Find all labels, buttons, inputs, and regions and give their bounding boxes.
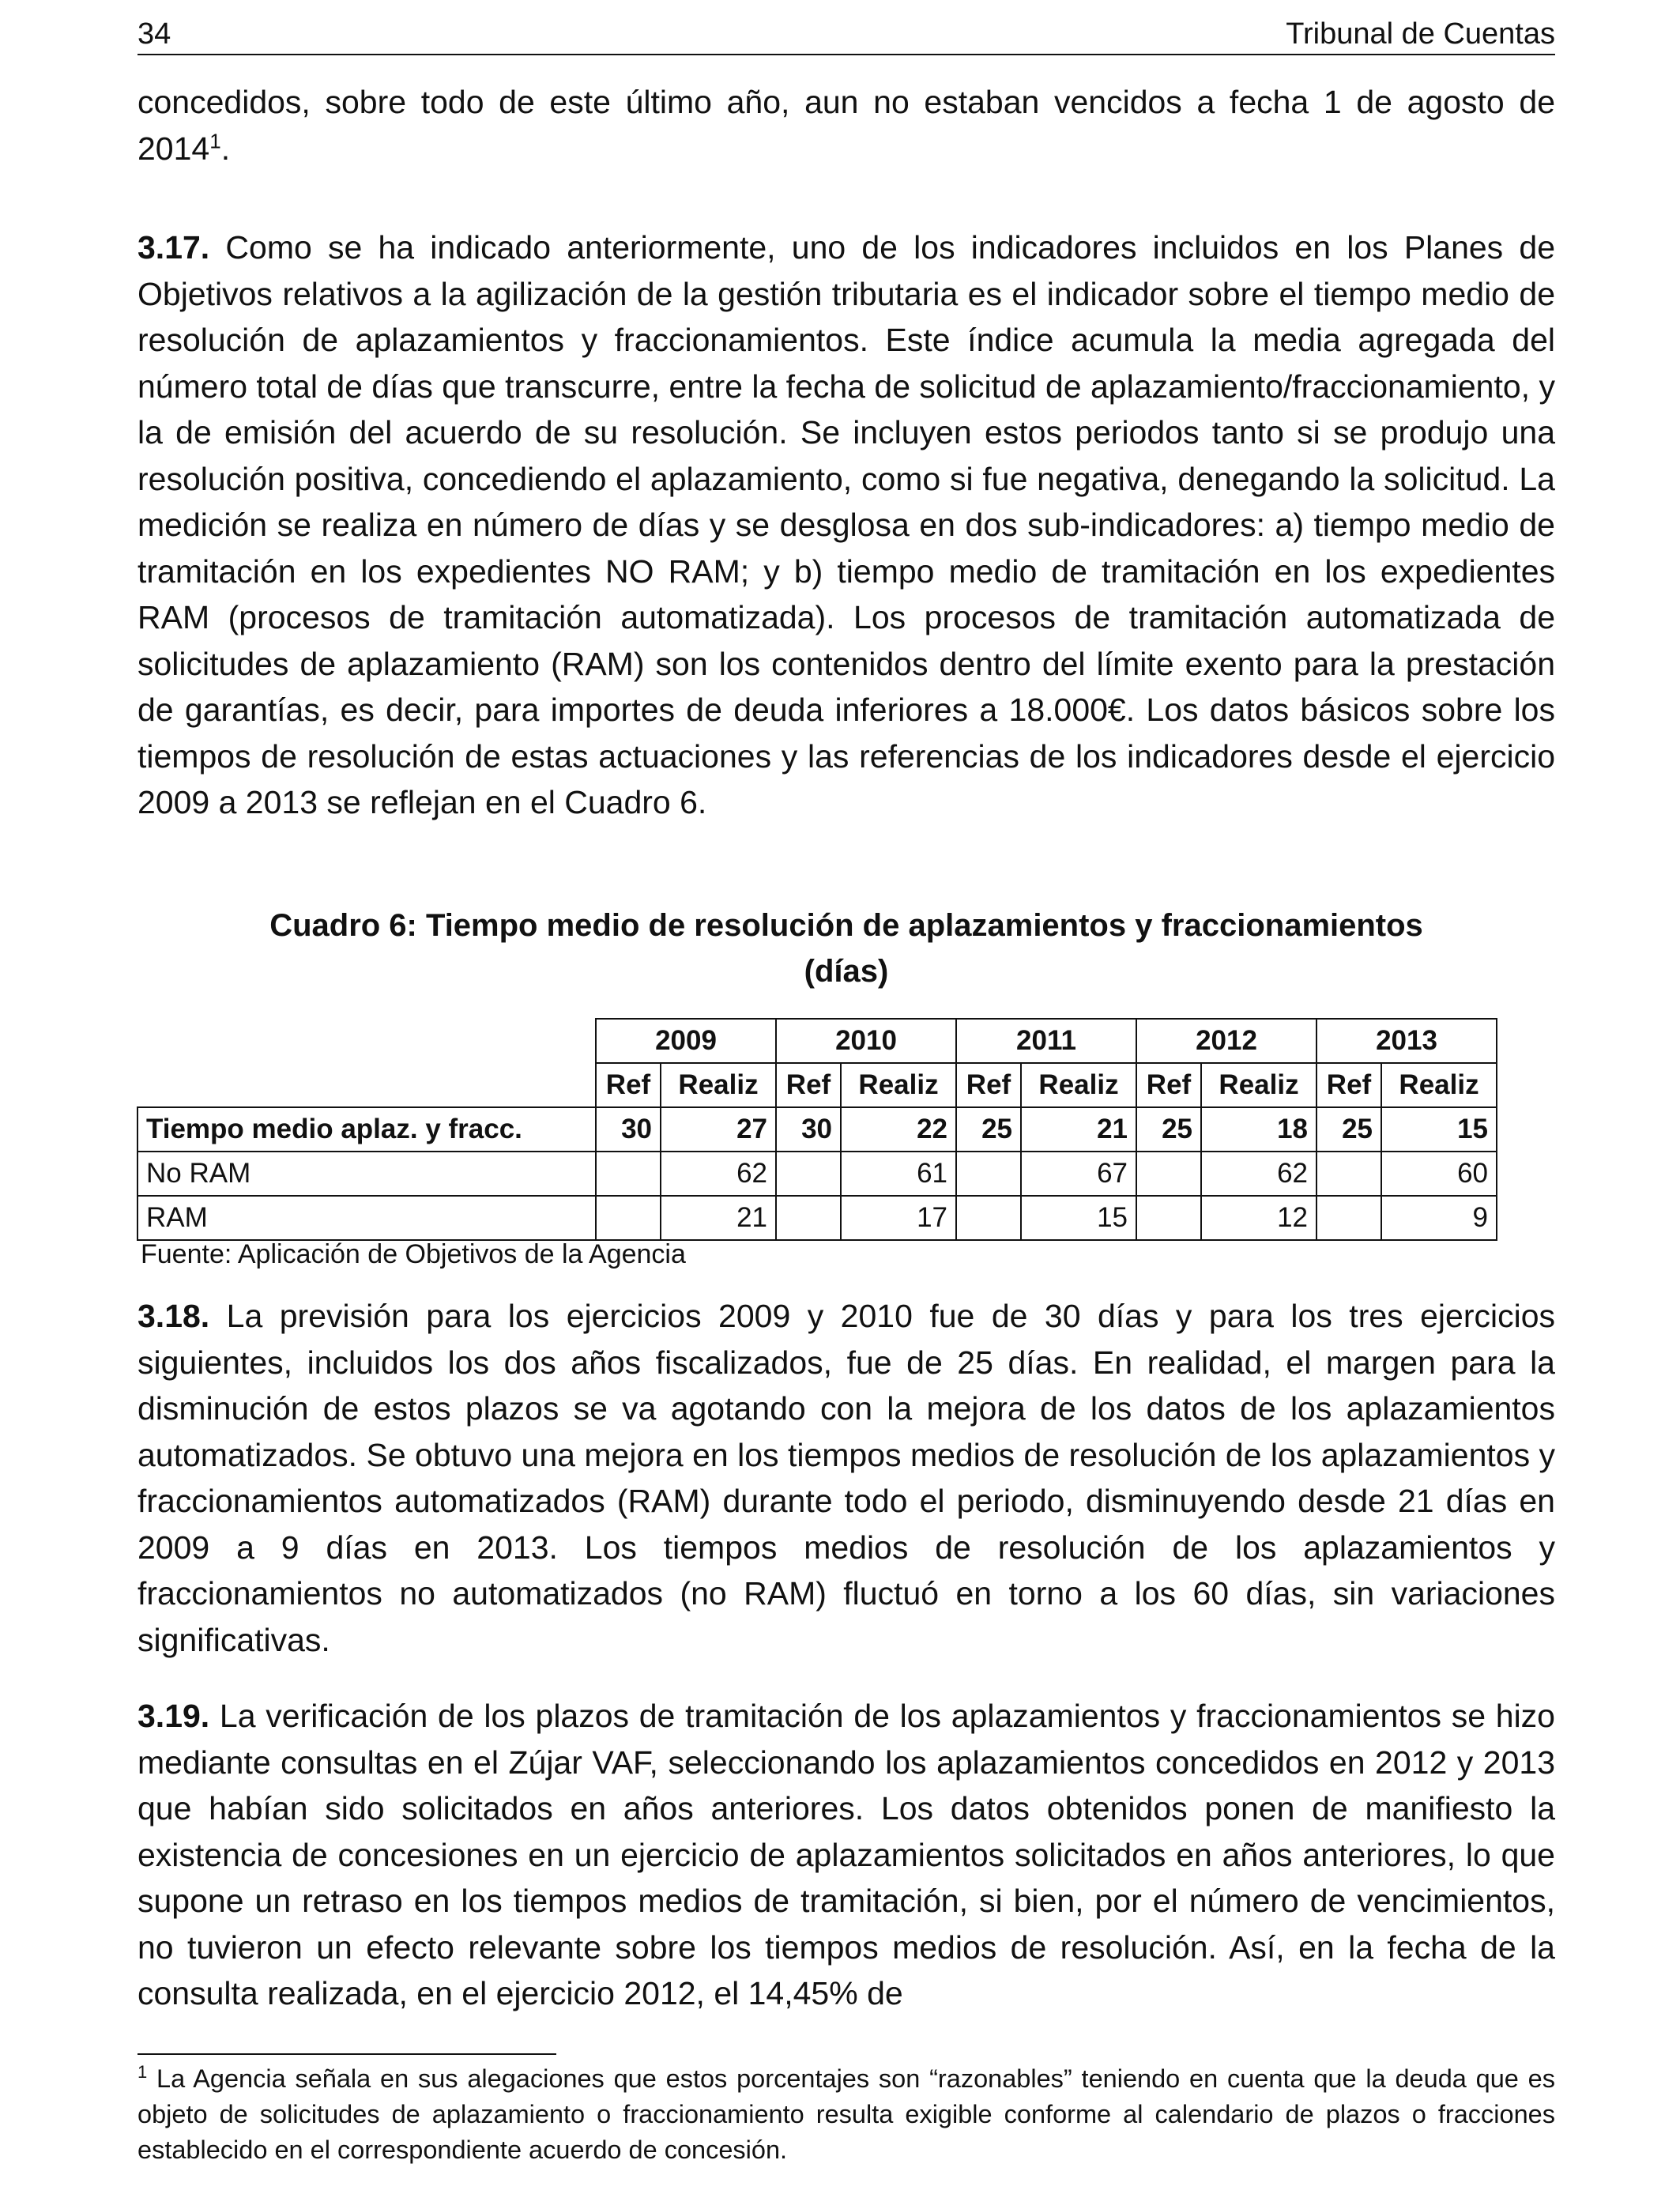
cuadro-6-table bbox=[137, 1018, 1497, 1241]
paragraph-3-19 bbox=[137, 1693, 1555, 2017]
footnote-text: La Agencia señala en sus alegaciones que estos porcentajes son “razonables” teniendo en cuenta que la deuda que es objeto de solicitudes de aplazamiento o fraccionamiento resulta exigible conforme al calendario de plazos o fracciones establecido en el correspondiente acuerdo de concesión. bbox=[137, 2064, 1555, 2164]
table-cell bbox=[956, 1152, 1021, 1196]
table-cell: 22 bbox=[841, 1107, 956, 1152]
table-cell: 21 bbox=[1021, 1107, 1136, 1152]
table-cell: 12 bbox=[1201, 1196, 1317, 1240]
table-cell bbox=[1136, 1152, 1201, 1196]
table-cell bbox=[1317, 1196, 1381, 1240]
table-cell bbox=[1136, 1196, 1201, 1240]
footnote-separator bbox=[137, 2053, 556, 2055]
paragraph-3-17 bbox=[137, 224, 1555, 826]
table-cell: 25 bbox=[956, 1107, 1021, 1152]
realiz-header: Realiz bbox=[1201, 1063, 1317, 1107]
year-header: 2012 bbox=[1136, 1019, 1317, 1063]
table-cell bbox=[596, 1196, 661, 1240]
intro-text: concedidos, sobre todo de este último año, aun no estaban vencidos a fecha 1 de agosto de 2014 bbox=[137, 84, 1555, 167]
paragraph-3-18 bbox=[137, 1293, 1555, 1663]
table-cell: 15 bbox=[1381, 1107, 1497, 1152]
page-number: 34 bbox=[137, 17, 171, 51]
realiz-header: Realiz bbox=[1381, 1063, 1497, 1107]
table-cell: 60 bbox=[1381, 1152, 1497, 1196]
table-caption bbox=[137, 903, 1555, 994]
ref-header: Ref bbox=[1136, 1063, 1201, 1107]
table-row bbox=[137, 1152, 1497, 1196]
year-header-row bbox=[137, 1019, 1497, 1063]
caption-line-1: Cuadro 6: Tiempo medio de resolución de aplazamientos y fraccionamientos bbox=[269, 908, 1423, 943]
paragraph-number: 3.17. bbox=[137, 229, 210, 266]
table-cell: 62 bbox=[1201, 1152, 1317, 1196]
table-cell: 15 bbox=[1021, 1196, 1136, 1240]
year-header: 2011 bbox=[956, 1019, 1136, 1063]
table-row bbox=[137, 1196, 1497, 1240]
intro-paragraph bbox=[137, 79, 1555, 172]
corner-cell bbox=[137, 1019, 596, 1063]
table-cell: 18 bbox=[1201, 1107, 1317, 1152]
table-cell: 25 bbox=[1317, 1107, 1381, 1152]
year-header: 2013 bbox=[1317, 1019, 1497, 1063]
table-cell: 25 bbox=[1136, 1107, 1201, 1152]
realiz-header: Realiz bbox=[661, 1063, 776, 1107]
footnote-ref: 1 bbox=[209, 128, 221, 153]
table-cell: 62 bbox=[661, 1152, 776, 1196]
paragraph-number: 3.18. bbox=[137, 1298, 210, 1334]
paragraph-text: La verificación de los plazos de tramitación de los aplazamientos y fraccionamientos se hizo mediante consultas en el Zújar VAF, seleccionando los aplazamientos concedidos en 2012 y 2013 que habían sido solicitados en años anteriores. Los datos obtenidos ponen de manifiesto la existencia de concesiones en un ejercicio de aplazamientos solicitados en años anteriores, lo que supone un retraso en los tiempos medios de tramitación, si bien, por el número de vencimientos, no tuvieron un efecto relevante sobre los tiempos medios de resolución. Así, en la fecha de la consulta realizada, en el ejercicio 2012, el 14,45% de bbox=[137, 1698, 1555, 2011]
corner-cell bbox=[137, 1063, 596, 1107]
caption-line-2: (días) bbox=[804, 954, 889, 989]
table-cell bbox=[596, 1152, 661, 1196]
table-cell bbox=[776, 1196, 841, 1240]
paragraph-text: Como se ha indicado anteriormente, uno de los indicadores incluidos en los Planes de Objetivos relativos a la agilización de la gestión tributaria es el indicador sobre el tiempo medio de resolución de aplazamientos y fraccionamientos. Este índice acumula la media agregada del número total de días que transcurre, entre la fecha de solicitud de aplazamiento/fraccionamiento, y la de emisión del acuerdo de su resolución. Se incluyen estos periodos tanto si se produjo una resolución positiva, concediendo el aplazamiento, como si fue negativa, denegando la solicitud. La medición se realiza en número de días y se desglosa en dos sub-indicadores: a) tiempo medio de tramitación en los expedientes NO RAM; y b) tiempo medio de tramitación en los expedientes RAM (procesos de tramitación automatizada). Los procesos de tramitación automatizada de solicitudes de aplazamiento (RAM) son los contenidos dentro del límite exento para la prestación de garantías, es decir, para importes de deuda inferiores a 18.000€. Los datos básicos sobre los tiempos de resolución de estas actuaciones y las referencias de los indicadores desde el ejercicio 2009 a 2013 se reflejan en el Cuadro 6. bbox=[137, 229, 1555, 820]
table-cell: 17 bbox=[841, 1196, 956, 1240]
table-cell: 27 bbox=[661, 1107, 776, 1152]
publication-name: Tribunal de Cuentas bbox=[1286, 17, 1555, 51]
ref-header: Ref bbox=[776, 1063, 841, 1107]
intro-end: . bbox=[220, 130, 231, 167]
row-label: Tiempo medio aplaz. y fracc. bbox=[137, 1107, 596, 1152]
table-cell: 21 bbox=[661, 1196, 776, 1240]
paragraph-text: La previsión para los ejercicios 2009 y 2010 fue de 30 días y para los tres ejercicios siguientes, incluidos los dos años fiscalizados, fue de 25 días. En realidad, el margen para la disminución de estos plazos se va agotando con la mejora de los datos de los aplazamientos automatizados. Se obtuvo una mejora en los tiempos medios de resolución de los aplazamientos y fraccionamientos automatizados (RAM) durante todo el periodo, disminuyendo desde 21 días en 2009 a 9 días en 2013. Los tiempos medios de resolución de los aplazamientos y fraccionamientos no automatizados (no RAM) fluctuó en torno a los 60 días, sin variaciones significativas. bbox=[137, 1298, 1555, 1658]
table-cell: 67 bbox=[1021, 1152, 1136, 1196]
subheader-row bbox=[137, 1063, 1497, 1107]
table-cell: 61 bbox=[841, 1152, 956, 1196]
table-source: Fuente: Aplicación de Objetivos de la Agencia bbox=[141, 1239, 686, 1269]
row-label: RAM bbox=[137, 1196, 596, 1240]
ref-header: Ref bbox=[596, 1063, 661, 1107]
table-cell bbox=[956, 1196, 1021, 1240]
footnote-marker: 1 bbox=[137, 2062, 148, 2083]
table-cell: 30 bbox=[596, 1107, 661, 1152]
realiz-header: Realiz bbox=[1021, 1063, 1136, 1107]
table-cell bbox=[776, 1152, 841, 1196]
table-cell bbox=[1317, 1152, 1381, 1196]
footnote bbox=[137, 2061, 1555, 2168]
row-label: No RAM bbox=[137, 1152, 596, 1196]
year-header: 2009 bbox=[596, 1019, 776, 1063]
table-cell: 30 bbox=[776, 1107, 841, 1152]
table-row bbox=[137, 1107, 1497, 1152]
year-header: 2010 bbox=[776, 1019, 956, 1063]
ref-header: Ref bbox=[1317, 1063, 1381, 1107]
table-cell: 9 bbox=[1381, 1196, 1497, 1240]
ref-header: Ref bbox=[956, 1063, 1021, 1107]
realiz-header: Realiz bbox=[841, 1063, 956, 1107]
page-header bbox=[137, 13, 1555, 55]
paragraph-number: 3.19. bbox=[137, 1698, 210, 1734]
